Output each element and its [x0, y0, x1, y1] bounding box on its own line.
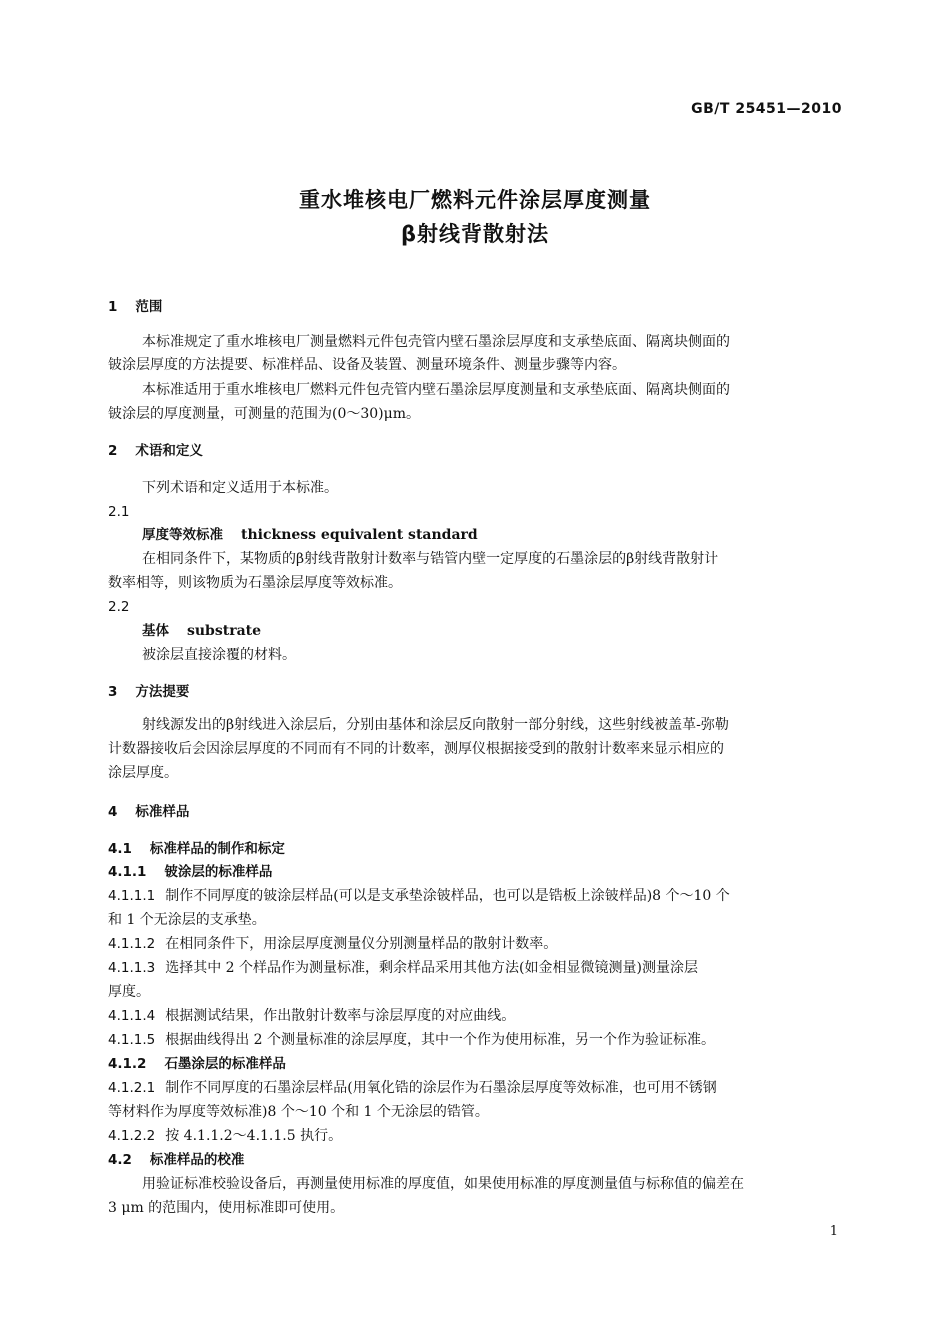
paragraph-line: 射线源发出的β射线进入涂层后，分别由基体和涂层反向散射一部分射线，这些射线被盖革-弥勒 — [142, 717, 729, 733]
paragraph-line: 铍涂层的厚度测量，可测量的范围为(0～30)μm。 — [108, 406, 421, 422]
section-title: 方法提要 — [135, 684, 190, 700]
standard-code: GB/T 25451—2010 — [691, 101, 842, 117]
paragraph-line: 铍涂层厚度的方法提要、标准样品、设备及装置、测量环境条件、测量步骤等内容。 — [108, 357, 626, 373]
section-number: 3 — [108, 684, 118, 700]
clause-text: 按 4.1.1.2～4.1.1.5 执行。 — [165, 1128, 343, 1144]
section-3-heading — [108, 682, 844, 702]
clause-number: 4.1.1.2 — [108, 936, 156, 952]
section-title: 标准样品的制作和标定 — [149, 841, 285, 857]
paragraph-line: 用验证标准校验设备后，再测量使用标准的厚度值，如果使用标准的厚度测量值与标称值的偏差在 — [142, 1176, 744, 1192]
clause-4-1-1-5 — [108, 1030, 844, 1050]
section-number: 2 — [108, 443, 118, 459]
clause-number: 4.1.2.2 — [108, 1128, 156, 1144]
clause-number: 2.1 — [108, 504, 130, 520]
clause-text: 选择其中 2 个样品作为测量标准，剩余样品采用其他方法(如金相显微镜测量)测量涂层 — [165, 960, 698, 976]
clause-4-1-1-1 — [108, 886, 844, 906]
section-title: 术语和定义 — [135, 443, 203, 459]
document-title: 重水堆核电厂燃料元件涂层厚度测量 — [299, 188, 651, 212]
term-en: substrate — [187, 623, 262, 639]
clause-4-1-1-3 — [108, 958, 844, 978]
section-number: 4.1.1 — [108, 864, 147, 880]
subsection-4-1-1-heading — [108, 862, 844, 882]
section-number: 4.1 — [108, 841, 132, 857]
paragraph-line: 计数器接收后会因涂层厚度的不同而有不同的计数率，测厚仪根据接受到的散射计数率来显示相应的 — [108, 741, 724, 757]
clause-text: 在相同条件下，用涂层厚度测量仪分别测量样品的散射计数率。 — [165, 936, 558, 952]
section-number: 4.2 — [108, 1152, 132, 1168]
section-title: 标准样品的校准 — [149, 1152, 245, 1168]
section-title: 范围 — [135, 299, 163, 315]
section-number: 4.1.2 — [108, 1056, 147, 1072]
subsection-4-1-heading — [108, 839, 844, 859]
clause-text: 制作不同厚度的石墨涂层样品(用氧化锆的涂层作为石墨涂层厚度等效标准，也可用不锈钢 — [165, 1080, 717, 1096]
term-zh: 厚度等效标准 — [142, 527, 223, 543]
clause-number: 4.1.1.4 — [108, 1008, 156, 1024]
subsection-4-1-2-heading — [108, 1054, 844, 1074]
term-entry — [142, 621, 844, 641]
clause-number: 4.1.1.1 — [108, 888, 156, 904]
clause-number: 4.1.2.1 — [108, 1080, 156, 1096]
clause-text: 根据测试结果，作出散射计数率与涂层厚度的对应曲线。 — [165, 1008, 516, 1024]
paragraph-line: 被涂层直接涂覆的材料。 — [142, 647, 296, 663]
paragraph-line: 3 μm 的范围内，使用标准即可使用。 — [108, 1200, 345, 1216]
subsection-4-2-heading — [108, 1150, 844, 1170]
paragraph-line: 等材料作为厚度等效标准)8 个～10 个和 1 个无涂层的锆管。 — [108, 1104, 489, 1120]
page-number: 1 — [829, 1224, 838, 1239]
paragraph-line: 厚度。 — [108, 984, 150, 1000]
paragraph-line: 和 1 个无涂层的支承垫。 — [108, 912, 266, 928]
clause-text: 根据曲线得出 2 个测量标准的涂层厚度，其中一个作为使用标准，另一个作为验证标准。 — [165, 1032, 716, 1048]
section-number: 1 — [108, 299, 118, 315]
term-entry — [142, 525, 844, 545]
section-2-heading — [108, 441, 844, 461]
section-4-heading — [108, 802, 844, 822]
paragraph-line: 在相同条件下，某物质的β射线背散射计数率与锆管内壁一定厚度的石墨涂层的β射线背散射计 — [142, 551, 719, 567]
term-zh: 基体 — [142, 623, 169, 639]
paragraph-line: 下列术语和定义适用于本标准。 — [142, 480, 338, 496]
clause-number: 4.1.1.5 — [108, 1032, 156, 1048]
clause-number: 2.2 — [108, 599, 130, 615]
section-title: 石墨涂层的标准样品 — [164, 1056, 286, 1072]
paragraph-line: 数率相等，则该物质为石墨涂层厚度等效标准。 — [108, 575, 402, 591]
clause-4-1-1-4 — [108, 1006, 844, 1026]
paragraph-line: 本标准规定了重水堆核电厂测量燃料元件包壳管内壁石墨涂层厚度和支承垫底面、隔离块侧面的 — [142, 334, 730, 350]
section-1-heading — [108, 297, 844, 317]
clause-text: 制作不同厚度的铍涂层样品(可以是支承垫涂铍样品，也可以是锆板上涂铍样品)8 个～10 个 — [165, 888, 730, 904]
clause-4-1-1-2 — [108, 934, 844, 954]
clause-4-1-2-1 — [108, 1078, 844, 1098]
paragraph-line: 本标准适用于重水堆核电厂燃料元件包壳管内壁石墨涂层厚度测量和支承垫底面、隔离块侧面的 — [142, 382, 730, 398]
clause-number: 4.1.1.3 — [108, 960, 156, 976]
paragraph-line: 涂层厚度。 — [108, 765, 178, 781]
section-number: 4 — [108, 804, 118, 820]
term-en: thickness equivalent standard — [241, 527, 478, 543]
document-subtitle: β射线背散射法 — [400, 222, 550, 246]
section-title: 标准样品 — [135, 804, 190, 820]
section-title: 铍涂层的标准样品 — [164, 864, 273, 880]
clause-4-1-2-2 — [108, 1126, 844, 1146]
